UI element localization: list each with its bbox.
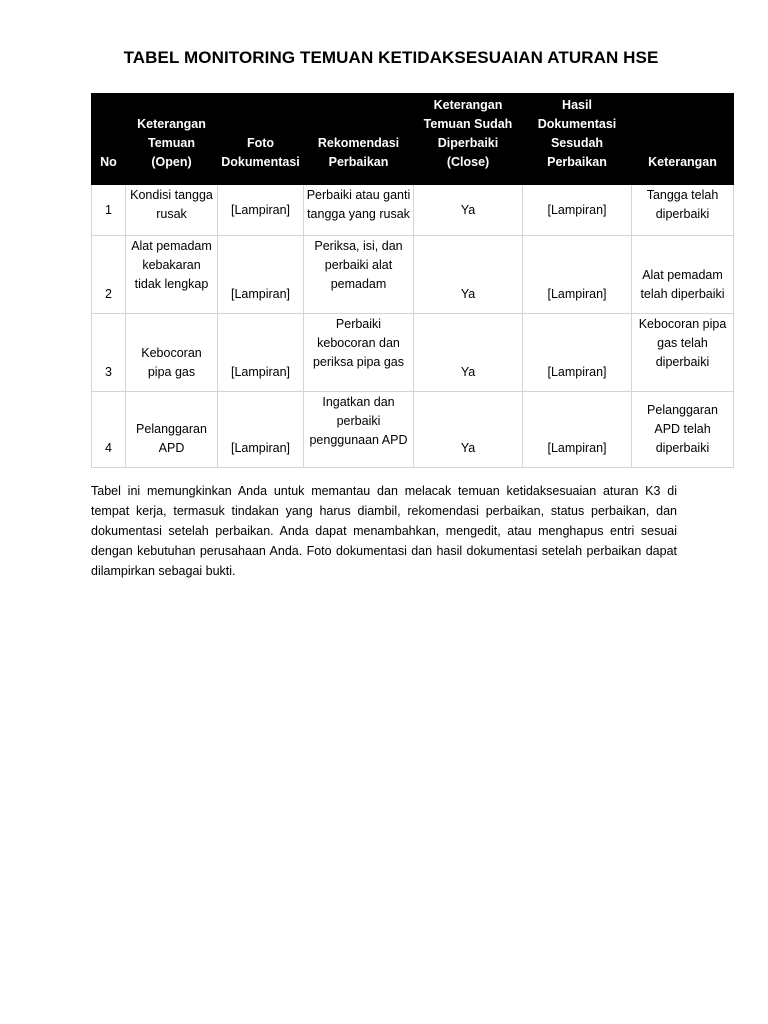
cell-hasil: [Lampiran]	[523, 392, 632, 468]
header-keterangan-temuan: Keterangan Temuan (Open)	[126, 94, 218, 185]
cell-foto: [Lampiran]	[218, 392, 304, 468]
cell-no: 4	[92, 392, 126, 468]
cell-keterangan: Kebocoran pipa gas telah diperbaiki	[632, 314, 734, 392]
cell-rekomendasi: Perbaiki kebocoran dan periksa pipa gas	[304, 314, 414, 392]
cell-temuan: Kebocoran pipa gas	[126, 314, 218, 392]
monitoring-table	[91, 93, 734, 468]
table-row	[92, 314, 734, 392]
cell-keterangan: Tangga telah diperbaiki	[632, 185, 734, 236]
table-header-row	[92, 94, 734, 185]
cell-foto: [Lampiran]	[218, 236, 304, 314]
cell-rekomendasi: Perbaiki atau ganti tangga yang rusak	[304, 185, 414, 236]
cell-rekomendasi: Ingatkan dan perbaiki penggunaan APD	[304, 392, 414, 468]
document-title: TABEL MONITORING TEMUAN KETIDAKSESUAIAN ATURAN HSE	[123, 48, 659, 67]
cell-keterangan: Pelanggaran APD telah diperbaiki	[632, 392, 734, 468]
cell-no: 1	[92, 185, 126, 236]
cell-no: 2	[92, 236, 126, 314]
cell-no: 3	[92, 314, 126, 392]
cell-keterangan: Alat pemadam telah diperbaiki	[632, 236, 734, 314]
cell-close: Ya	[414, 314, 523, 392]
cell-foto: [Lampiran]	[218, 314, 304, 392]
table-row	[92, 185, 734, 236]
description-paragraph: Tabel ini memungkinkan Anda untuk memantau dan melacak temuan ketidaksesuaian aturan K3 di tempat kerja, termasuk tindakan yang harus diambil, rekomendasi perbaikan, status perbaikan, dan dokumentasi setelah perbaikan. Anda dapat menambahkan, mengedit, atau menghapus entri sesuai dengan kebutuhan perusahaan Anda. Foto dokumentasi dan hasil dokumentasi setelah perbaikan dapat dilampirkan sebagai bukti.	[91, 483, 677, 578]
header-foto-dokumentasi: Foto Dokumentasi	[218, 94, 304, 185]
cell-hasil: [Lampiran]	[523, 236, 632, 314]
header-hasil-dokumentasi: Hasil Dokumentasi Sesudah Perbaikan	[523, 94, 632, 185]
cell-close: Ya	[414, 236, 523, 314]
cell-rekomendasi: Periksa, isi, dan perbaiki alat pemadam	[304, 236, 414, 314]
cell-temuan: Pelanggaran APD	[126, 392, 218, 468]
cell-temuan: Alat pemadam kebakaran tidak lengkap	[126, 236, 218, 314]
cell-hasil: [Lampiran]	[523, 314, 632, 392]
cell-close: Ya	[414, 392, 523, 468]
header-temuan-sudah-diperbaiki: Keterangan Temuan Sudah Diperbaiki (Close)	[414, 94, 523, 185]
cell-close: Ya	[414, 185, 523, 236]
header-keterangan: Keterangan	[632, 94, 734, 185]
table-row	[92, 236, 734, 314]
cell-foto: [Lampiran]	[218, 185, 304, 236]
cell-temuan: Kondisi tangga rusak	[126, 185, 218, 236]
table-row	[92, 392, 734, 468]
header-no: No	[92, 94, 126, 185]
cell-hasil: [Lampiran]	[523, 185, 632, 236]
header-rekomendasi-perbaikan: Rekomendasi Perbaikan	[304, 94, 414, 185]
